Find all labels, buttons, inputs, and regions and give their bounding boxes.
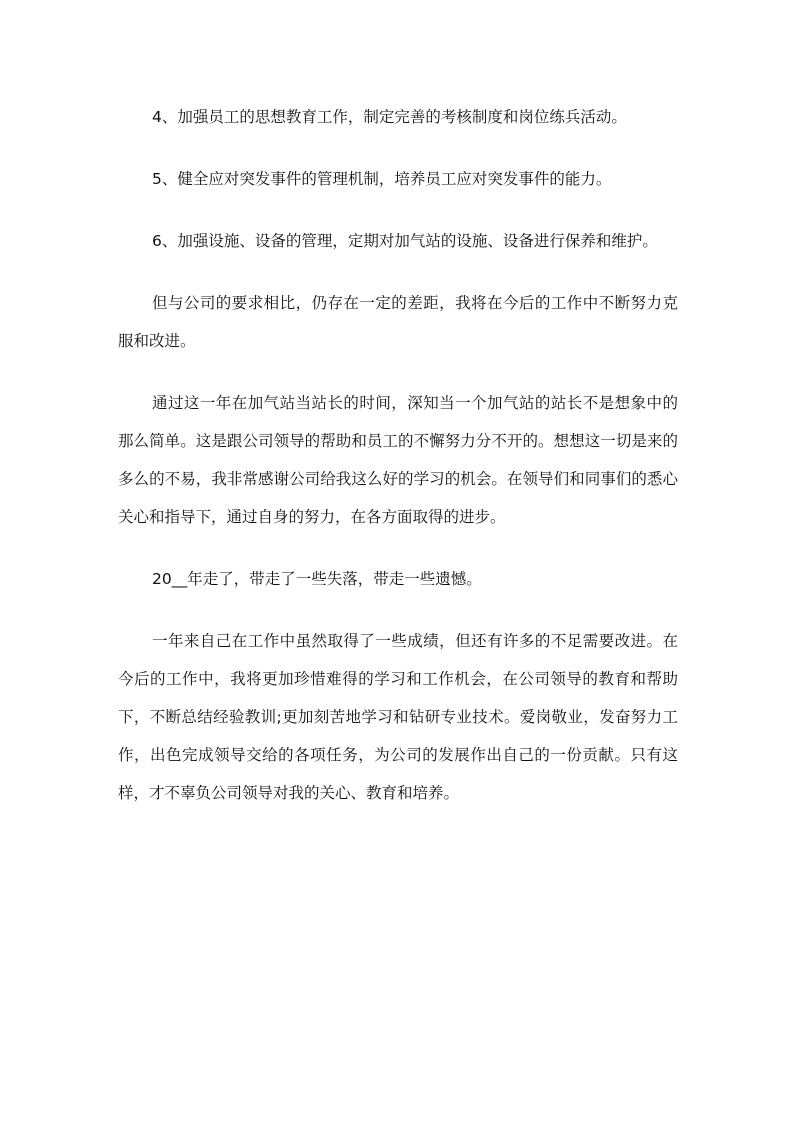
paragraph-future-plan: 一年来自己在工作中虽然取得了一些成绩，但还有许多的不足需要改进。在今后的工作中，我将更加珍惜难得的学习和工作机会，在公司领导的教育和帮助下，不断总结经验教训;更加刻苦地学习和钻研专业技术。爱岗敬业，发奋努力工作，出色完成领导交给的各项任务，为公司的发展作出自己的一份贡献。只有这样，才不辜负公司领导对我的关心、教育和培养。: [118, 632, 678, 802]
document-body: [118, 98, 678, 812]
paragraph-station-experience: 通过这一年在加气站当站长的时间，深知当一个加气站的站长不是想象中的那么简单。这是跟公司领导的帮助和员工的不懈努力分不开的。想想这一切是来的多么的不易，我非常感谢公司给我这么好的学习的机会。在领导们和同事们的悉心关心和指导下，通过自身的努力，在各方面取得的进步。: [118, 394, 678, 526]
paragraph-item-4: 4、加强员工的思想教育工作，制定完善的考核制度和岗位练兵活动。: [152, 108, 627, 126]
paragraph-year-summary: 20__年走了，带走了一些失落，带走一些遗憾。: [152, 570, 482, 588]
paragraph-item-5: 5、健全应对突发事件的管理机制，培养员工应对突发事件的能力。: [152, 170, 612, 188]
paragraph-item-6: 6、加强设施、设备的管理，定期对加气站的设施、设备进行保养和维护。: [152, 232, 658, 250]
paragraph-gap-statement: 但与公司的要求相比，仍存在一定的差距，我将在今后的工作中不断努力克服和改进。: [118, 294, 678, 350]
